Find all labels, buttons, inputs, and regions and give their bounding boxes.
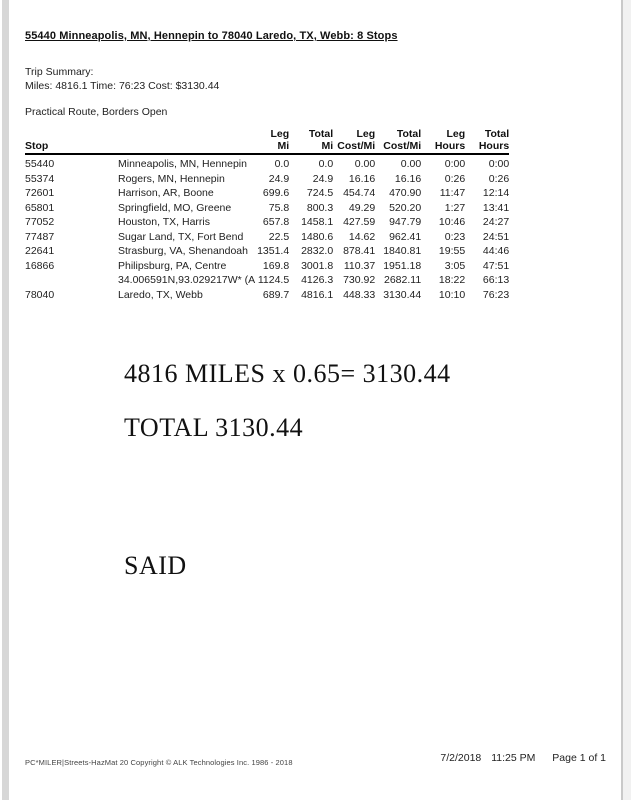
cell-leg-hours: 0:23 bbox=[444, 230, 466, 243]
table-row bbox=[25, 273, 509, 288]
header-leg-cost-2: Cost/Mi bbox=[333, 140, 375, 154]
table-row bbox=[25, 154, 509, 172]
cell-leg-cost-mi: 16.16 bbox=[348, 172, 376, 185]
cell-total-hours: 66:13 bbox=[482, 274, 510, 286]
table-row bbox=[25, 172, 509, 187]
cell-leg-mi: 24.9 bbox=[268, 172, 290, 185]
cell-leg-cost-mi: 14.62 bbox=[348, 230, 376, 243]
cell-total-cost-mi: 470.90 bbox=[389, 187, 422, 199]
cell-stop: 72601 bbox=[25, 187, 55, 199]
cell-leg-mi: 699.6 bbox=[262, 187, 290, 199]
cell-leg-hours: 19:55 bbox=[438, 245, 466, 257]
header-leg-cost-1: Leg bbox=[356, 128, 376, 140]
stops-table bbox=[25, 128, 509, 302]
trip-summary-stats: Miles: 4816.1 Time: 76:23 Cost: $3130.44 bbox=[25, 80, 220, 92]
cell-total-hours: 0:00 bbox=[488, 158, 510, 170]
table-header-row-1 bbox=[25, 128, 509, 140]
table-row bbox=[25, 244, 509, 259]
table-row bbox=[25, 288, 509, 303]
stop-table-body bbox=[25, 154, 509, 302]
cell-leg-cost-mi: 448.33 bbox=[343, 288, 376, 301]
cell-total-cost-mi: 520.20 bbox=[389, 201, 422, 214]
cell-leg-mi: 75.8 bbox=[268, 201, 290, 214]
cell-total-mi: 724.5 bbox=[306, 187, 334, 199]
cell-total-hours: 44:46 bbox=[482, 245, 510, 257]
cell-total-mi: 1458.1 bbox=[301, 216, 334, 228]
cell-leg-cost-mi: 49.29 bbox=[348, 201, 376, 214]
cell-total-hours: 24:51 bbox=[482, 230, 510, 243]
cell-stop bbox=[25, 273, 118, 288]
cell-name: Sugar Land, TX, Fort Bend bbox=[118, 230, 244, 243]
cell-leg-hours: 0:00 bbox=[444, 158, 466, 170]
cell-leg-cost-mi: 110.37 bbox=[343, 259, 376, 272]
cell-total-mi: 24.9 bbox=[312, 172, 334, 185]
cell-leg-mi: 1124.5 bbox=[257, 274, 290, 286]
cell-leg-mi: 689.7 bbox=[262, 288, 290, 301]
table-row bbox=[25, 186, 509, 201]
header-leg-mi-2: Mi bbox=[255, 140, 289, 154]
cell-name: Laredo, TX, Webb bbox=[118, 288, 203, 301]
cell-leg-cost-mi: 878.41 bbox=[343, 245, 376, 257]
cell-stop: 77052 bbox=[25, 216, 55, 228]
cell-leg-hours: 3:05 bbox=[444, 259, 466, 272]
header-total-hours-1: Total bbox=[484, 128, 510, 140]
cell-leg-cost-mi: 427.59 bbox=[343, 216, 376, 228]
cell-name: Minneapolis, MN, Hennepin bbox=[118, 158, 247, 170]
handwritten-total-line: TOTAL 3130.44 bbox=[124, 413, 304, 442]
cell-leg-hours: 11:47 bbox=[439, 187, 466, 199]
cell-name: Springfield, MO, Greene bbox=[118, 201, 232, 214]
cell-total-cost-mi: 1840.81 bbox=[383, 245, 422, 257]
cell-leg-hours: 0:26 bbox=[444, 172, 466, 185]
cell-stop: 16866 bbox=[25, 259, 55, 272]
header-spacer bbox=[25, 128, 255, 140]
cell-total-mi: 800.3 bbox=[306, 201, 334, 214]
cell-total-cost-mi: 16.16 bbox=[394, 172, 422, 185]
cell-total-hours: 12:14 bbox=[482, 187, 510, 199]
table-row bbox=[25, 259, 509, 274]
cell-leg-hours: 10:46 bbox=[438, 216, 466, 228]
cell-name: Rogers, MN, Hennepin bbox=[118, 172, 225, 185]
cell-stop: 22641 bbox=[25, 245, 55, 257]
report-title: 55440 Minneapolis, MN, Hennepin to 78040 Laredo, TX, Webb: 8 Stops bbox=[25, 30, 398, 42]
header-stop: Stop bbox=[25, 140, 255, 154]
cell-stop: 77487 bbox=[25, 230, 55, 243]
cell-total-hours: 0:26 bbox=[488, 172, 510, 185]
table-row bbox=[25, 215, 509, 230]
footer-copyright: PC*MILER|Streets-HazMat 20 Copyright © ALK Technologies Inc. 1986 - 2018 bbox=[25, 758, 293, 767]
cell-total-mi: 2832.0 bbox=[301, 245, 334, 257]
cell-total-hours: 24:27 bbox=[482, 216, 510, 228]
cell-leg-hours: 10:10 bbox=[438, 288, 466, 301]
cell-stop: 78040 bbox=[25, 288, 55, 301]
cell-total-mi: 3001.8 bbox=[301, 259, 334, 272]
trip-summary-label: Trip Summary: bbox=[25, 66, 94, 78]
header-leg-mi-1: Leg bbox=[270, 128, 290, 140]
footer-date: 7/2/2018 bbox=[440, 752, 482, 764]
cell-leg-hours: 18:22 bbox=[438, 274, 466, 286]
cell-name: 34.006591N,93.029217W* (A bbox=[118, 274, 256, 286]
cell-total-cost-mi: 962.41 bbox=[389, 230, 422, 243]
cell-total-cost-mi: 0.00 bbox=[400, 158, 422, 170]
signature-text: SAID bbox=[124, 551, 187, 580]
table-row bbox=[25, 201, 509, 216]
cell-total-mi: 4126.3 bbox=[301, 274, 334, 286]
cell-total-cost-mi: 1951.18 bbox=[383, 259, 422, 272]
cell-total-mi: 4816.1 bbox=[301, 288, 334, 301]
cell-total-mi: 1480.6 bbox=[301, 230, 334, 243]
footer-page-number: Page 1 of 1 bbox=[552, 752, 606, 764]
cell-name: Harrison, AR, Boone bbox=[118, 187, 214, 199]
route-options: Practical Route, Borders Open bbox=[25, 106, 168, 118]
cell-leg-mi: 657.8 bbox=[262, 216, 290, 228]
cell-leg-mi: 22.5 bbox=[268, 230, 290, 243]
cell-name: Philipsburg, PA, Centre bbox=[118, 259, 227, 272]
cell-leg-cost-mi: 454.74 bbox=[343, 187, 376, 199]
page-left-edge bbox=[2, 0, 9, 800]
footer-time: 11:25 PM bbox=[491, 752, 536, 764]
cell-total-hours: 47:51 bbox=[482, 259, 510, 272]
table-row bbox=[25, 230, 509, 245]
header-leg-hours-1: Leg bbox=[446, 128, 466, 140]
header-total-cost-1: Total bbox=[396, 128, 422, 140]
cell-stop: 55440 bbox=[25, 158, 55, 170]
cell-total-hours: 13:41 bbox=[482, 201, 510, 214]
cell-name: Strasburg, VA, Shenandoah bbox=[118, 245, 248, 257]
cell-total-cost-mi: 2682.11 bbox=[384, 274, 422, 286]
header-leg-hours-2: Hours bbox=[421, 140, 465, 154]
cell-leg-mi: 0.0 bbox=[274, 158, 290, 170]
cell-total-cost-mi: 3130.44 bbox=[383, 288, 422, 301]
cell-stop: 65801 bbox=[25, 201, 55, 214]
cell-leg-mi: 1351.4 bbox=[257, 245, 290, 257]
cell-leg-hours: 1:27 bbox=[444, 201, 466, 214]
cell-total-hours: 76:23 bbox=[482, 288, 510, 301]
cell-total-cost-mi: 947.79 bbox=[389, 216, 422, 228]
cell-stop: 55374 bbox=[25, 172, 55, 185]
cell-name: Houston, TX, Harris bbox=[118, 216, 211, 228]
cell-total-mi: 0.0 bbox=[318, 158, 334, 170]
footer-page-info bbox=[440, 752, 606, 764]
cell-leg-cost-mi: 0.00 bbox=[354, 158, 376, 170]
header-total-mi-1: Total bbox=[308, 128, 334, 140]
table-header-row-2 bbox=[25, 140, 509, 154]
cell-leg-mi: 169.8 bbox=[262, 259, 290, 272]
header-total-cost-2: Cost/Mi bbox=[375, 140, 421, 154]
cell-leg-cost-mi: 730.92 bbox=[343, 274, 376, 286]
header-total-hours-2: Hours bbox=[465, 140, 509, 154]
page-right-edge bbox=[623, 0, 631, 800]
header-total-mi-2: Mi bbox=[289, 140, 333, 154]
handwritten-calc-line: 4816 MILES x 0.65= 3130.44 bbox=[124, 359, 451, 388]
